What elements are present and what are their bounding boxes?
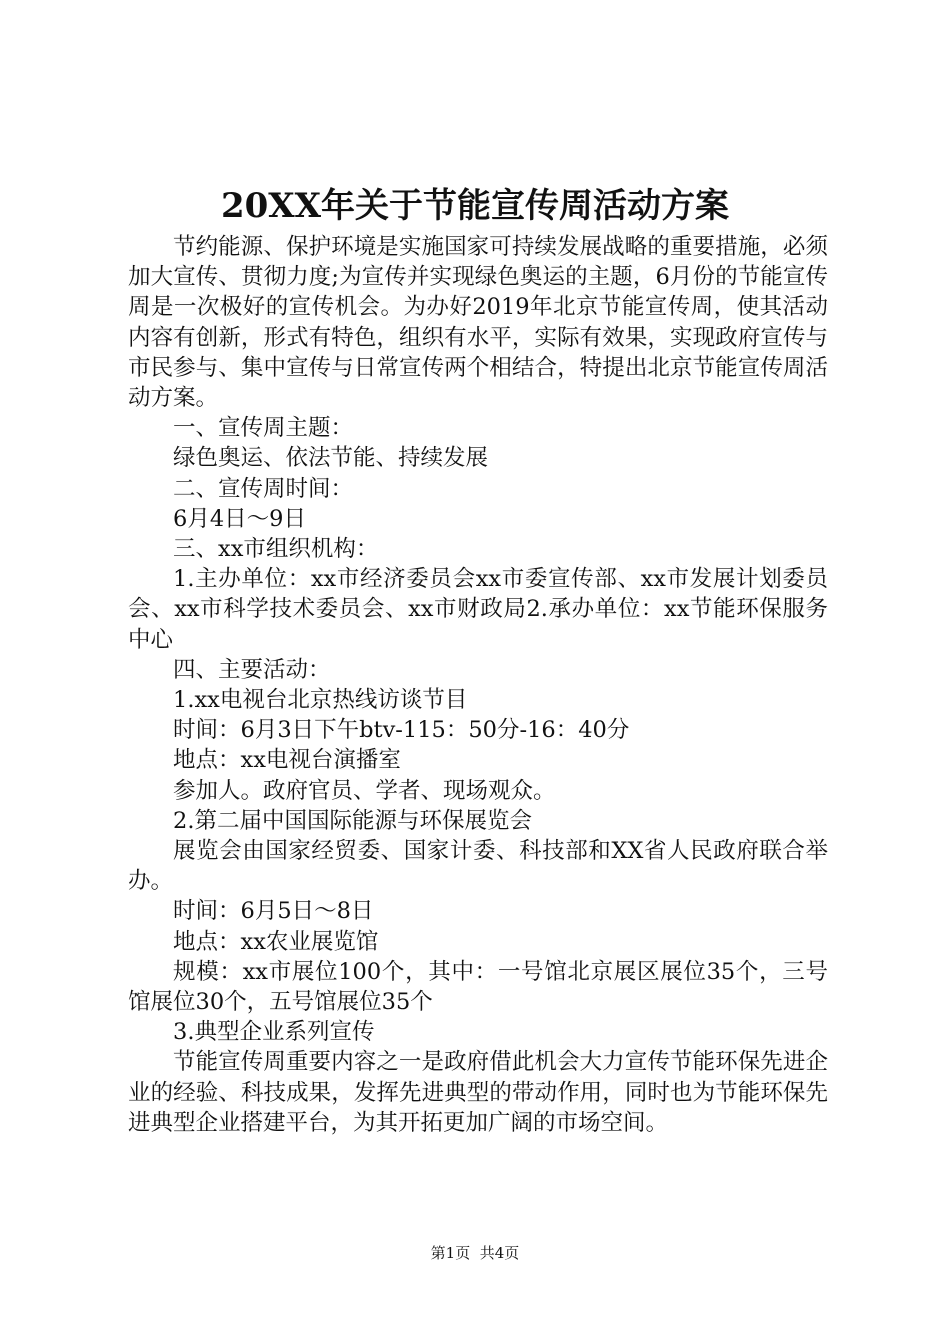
heading-time: 二、宣传周时间： — [173, 475, 354, 502]
activity-1-time: 时间：6月3日下午btv-115：50分-16：40分 — [173, 717, 630, 744]
activity-3-description: 节能宣传周重要内容之一是政府借此机会大力宣传节能环保先进企业的经验、科技成果，发挥先进典型的带动作用，同时也为节能环保先进典型企业搭建平台，为其开拓更加广阔的市场空间。 — [128, 1049, 828, 1136]
heading-activities: 四、主要活动： — [173, 656, 331, 683]
activity-2-location: 地点：xx农业展览馆 — [173, 928, 379, 955]
activity-3-title: 3.典型企业系列宣传 — [173, 1019, 375, 1046]
paragraph-intro: 节约能源、保护环境是实施国家可持续发展战略的重要措施，必须加大宣传、贯彻力度;为宣传并实现绿色奥运的主题，6月份的节能宣传周是一次极好的宣传机会。为办好2019年北京节能宣传周，使其活动内容有创新，形式有特色，组织有水平，实际有效果，实现政府宣传与市民参与、集中宣传与日常宣传两个相结合，特提出北京节能宣传周活动方案。 — [128, 234, 828, 412]
page-number: 第1页 — [430, 1244, 471, 1262]
document-title: 20XX年关于节能宣传周活动方案 — [220, 186, 730, 226]
heading-theme: 一、宣传周主题： — [173, 415, 354, 442]
page-total: 共4页 — [479, 1244, 520, 1262]
activity-2-time: 时间：6月5日～8日 — [173, 898, 374, 925]
activity-2-scale: 规模：xx市展位100个，其中：一号馆北京展区展位35个，三号馆展位30个，五号馆展位35个 — [128, 958, 828, 1016]
paragraph-organization: 1.主办单位：xx市经济委员会xx市委宣传部、xx市发展计划委员会、xx市科学技术委员会、xx市财政局2.承办单位：xx节能环保服务中心 — [128, 566, 828, 653]
activity-1-title: 1.xx电视台北京热线访谈节目 — [173, 687, 468, 714]
activity-1-participants: 参加人。政府官员、学者、现场观众。 — [173, 777, 556, 804]
paragraph-time: 6月4日～9日 — [173, 505, 306, 532]
activity-2-title: 2.第二届中国国际能源与环保展览会 — [173, 807, 532, 834]
paragraph-theme: 绿色奥运、依法节能、持续发展 — [173, 445, 489, 472]
footer-separator — [470, 1244, 480, 1262]
page-footer — [0, 1242, 950, 1264]
document-body — [128, 232, 828, 1138]
activity-1-location: 地点：xx电视台演播室 — [173, 747, 401, 774]
heading-organization: 三、xx市组织机构： — [173, 536, 379, 563]
activity-2-description: 展览会由国家经贸委、国家计委、科技部和XX省人民政府联合举办。 — [128, 838, 828, 895]
